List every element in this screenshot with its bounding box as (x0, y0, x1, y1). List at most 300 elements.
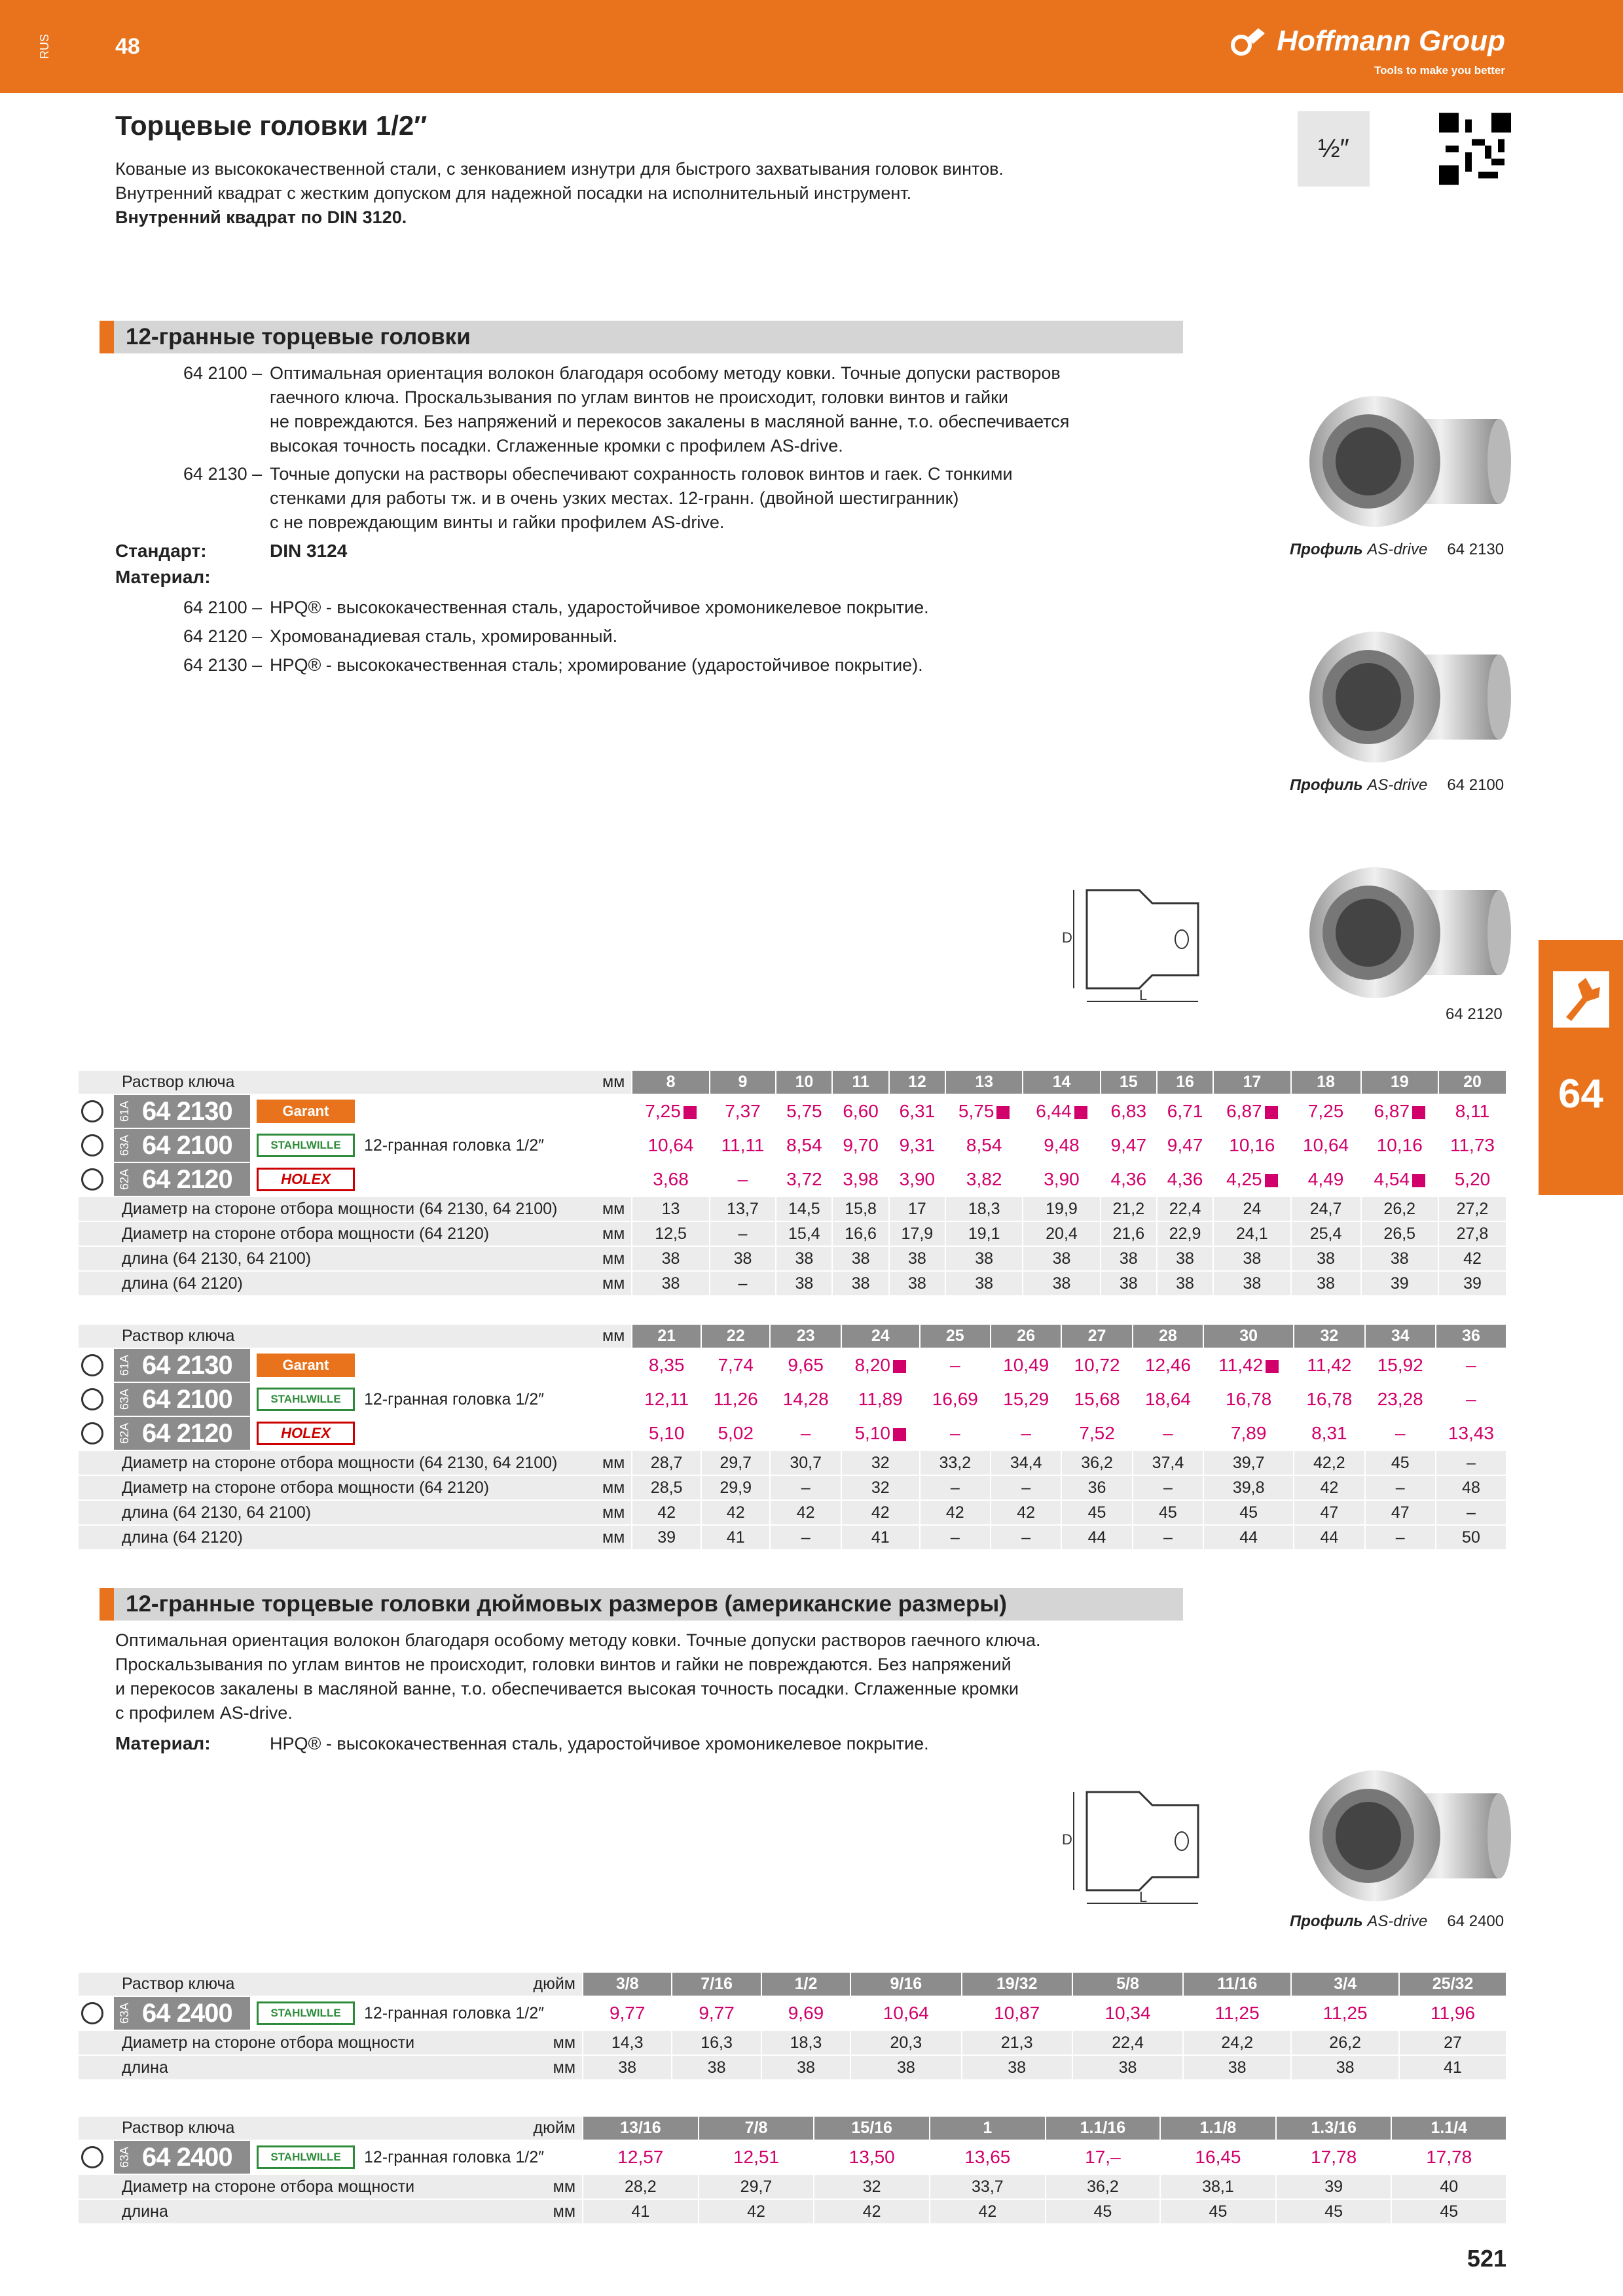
section-title: 12-гранные торцевые головки дюймовых размеров (американские размеры) (126, 1591, 1007, 1617)
price-cell[interactable]: 5,75 (945, 1094, 1023, 1128)
size-cell: 13/16 (583, 2117, 699, 2140)
select-radio[interactable] (81, 1422, 103, 1444)
unit: мм (511, 2055, 583, 2080)
unit: мм (560, 1221, 632, 1246)
stock-marker-icon (1074, 1106, 1087, 1119)
stock-marker-icon (684, 1106, 697, 1119)
dimension-cell: – (1436, 1500, 1506, 1525)
select-radio[interactable] (81, 1354, 103, 1376)
price-cell[interactable]: 23,28 (1365, 1382, 1436, 1416)
price-cell[interactable]: 3,90 (889, 1162, 945, 1196)
product-description: 12-гранная головка 1/2″ (364, 1136, 544, 1155)
table-header-row (79, 2117, 1506, 2140)
price-cell[interactable]: 10,64 (850, 1996, 961, 2030)
price-cell[interactable]: 11,26 (701, 1382, 771, 1416)
price-cell[interactable]: 9,31 (889, 1128, 945, 1162)
dimension-cell: 24,2 (1183, 2030, 1291, 2055)
language-code: RUS (38, 34, 51, 60)
article-number: 61A 64 2130 (113, 1349, 250, 1382)
price-cell[interactable]: 12,57 (583, 2140, 699, 2174)
dimension-cell: 19,9 (1023, 1196, 1100, 1221)
price-cell[interactable]: 3,72 (776, 1162, 832, 1196)
dimension-cell: 38 (1072, 2055, 1183, 2080)
price-cell[interactable]: 5,20 (1438, 1162, 1506, 1196)
dimension-cell: 38 (1157, 1271, 1213, 1296)
stock-marker-icon (996, 1106, 1010, 1119)
price-cell[interactable]: 8,35 (632, 1348, 701, 1382)
price-cell[interactable]: 7,74 (701, 1348, 771, 1382)
socket-64-2100-image (1303, 628, 1512, 772)
price-cell[interactable]: 13,43 (1436, 1416, 1506, 1450)
price-cell[interactable]: 11,25 (1183, 1996, 1291, 2030)
dimension-cell: 38 (1291, 1271, 1361, 1296)
dimension-cell: – (991, 1525, 1061, 1550)
price-cell[interactable]: 9,70 (832, 1128, 888, 1162)
price-cell[interactable]: 6,71 (1157, 1094, 1213, 1128)
price-cell[interactable]: 11,11 (710, 1128, 776, 1162)
dimension-cell: 39 (1438, 1271, 1506, 1296)
qr-code-icon[interactable] (1439, 111, 1511, 187)
dimension-cell: 21,6 (1101, 1221, 1157, 1246)
socket-dimension-drawing-inch (1054, 1779, 1250, 1910)
product-row (79, 1162, 1506, 1196)
dimension-cell: 32 (841, 1450, 920, 1475)
price-cell[interactable]: 10,72 (1061, 1348, 1132, 1382)
intro-line: Внутренний квадрат с жестким допуском для надежной посадки на исполнительный инструмент. (115, 183, 912, 203)
size-cell: 1.1/4 (1391, 2117, 1506, 2140)
size-cell: 19 (1361, 1071, 1438, 1094)
dimension-cell: 38 (776, 1246, 832, 1271)
dimension-cell: – (710, 1271, 776, 1296)
table-header-row (79, 1325, 1506, 1348)
dimension-cell: 39 (632, 1525, 701, 1550)
brand-tagline: Tools to make you better (1374, 64, 1505, 77)
price-cell[interactable]: 9,77 (583, 1996, 672, 2030)
select-radio[interactable] (81, 2146, 103, 2168)
key-size-label: Раствор ключа (79, 1325, 560, 1348)
table-header-row (79, 1071, 1506, 1094)
dimension-cell: 38 (1213, 1271, 1290, 1296)
dimension-cell: 38 (945, 1246, 1023, 1271)
size-cell: 7/8 (699, 2117, 814, 2140)
price-cell[interactable]: 12,11 (632, 1382, 701, 1416)
section-header-inch (100, 1588, 1183, 1621)
dimension-cell: 37,4 (1133, 1450, 1203, 1475)
stock-marker-icon (1412, 1174, 1425, 1187)
price-cell[interactable]: 11,42 (1294, 1348, 1364, 1382)
dimension-cell: 45 (1276, 2199, 1392, 2224)
price-cell[interactable]: 5,75 (776, 1094, 832, 1128)
size-cell: 21 (632, 1325, 701, 1348)
key-size-label: Раствор ключа (79, 2117, 511, 2140)
price-cell[interactable]: 4,36 (1157, 1162, 1213, 1196)
product-description: 12-гранная головка 1/2″ (364, 1390, 544, 1408)
price-cell[interactable]: 12,46 (1133, 1348, 1203, 1382)
size-cell: 18 (1291, 1071, 1361, 1094)
dimension-cell: 28,2 (583, 2174, 699, 2199)
dimension-row (79, 1525, 1506, 1550)
stock-marker-icon (1265, 1106, 1278, 1119)
dimension-cell: 42 (841, 1500, 920, 1525)
size-cell: 1.3/16 (1276, 2117, 1392, 2140)
price-cell[interactable]: 17,78 (1391, 2140, 1506, 2174)
dimension-cell: 15,8 (832, 1196, 888, 1221)
stock-marker-icon (893, 1360, 906, 1373)
unit: мм (560, 1325, 632, 1348)
dimension-cell: 42 (1294, 1475, 1364, 1500)
dimension-cell: 27,8 (1438, 1221, 1506, 1246)
dimension-cell: 14,5 (776, 1196, 832, 1221)
price-cell[interactable]: 15,92 (1365, 1348, 1436, 1382)
dimension-cell: 38 (1101, 1271, 1157, 1296)
dimension-cell: 34,4 (991, 1450, 1061, 1475)
price-cell[interactable]: 6,31 (889, 1094, 945, 1128)
product-description: 12-гранная головка 1/2″ (364, 2003, 544, 2022)
size-table-inch-2 (79, 2117, 1506, 2225)
dimension-cell: – (1436, 1450, 1506, 1475)
brand-logo: STAHLWILLE (257, 2145, 355, 2169)
price-cell[interactable]: 9,47 (1157, 1128, 1213, 1162)
dimension-cell: – (920, 1475, 991, 1500)
price-cell[interactable]: 11,73 (1438, 1128, 1506, 1162)
price-cell[interactable]: 9,47 (1101, 1128, 1157, 1162)
price-cell[interactable]: 4,25 (1213, 1162, 1290, 1196)
price-cell[interactable]: 17,– (1046, 2140, 1160, 2174)
dimension-cell: 32 (841, 1475, 920, 1500)
size-cell: 7/16 (672, 1973, 761, 1996)
material-text: HPQ® - высококачественная сталь, ударостойчивое хромоникелевое покрытие. (270, 598, 929, 617)
stock-marker-icon (893, 1428, 906, 1441)
price-cell[interactable]: 9,69 (761, 1996, 850, 2030)
material-text: Хромованадиевая сталь, хромированный. (270, 626, 618, 646)
select-radio[interactable] (81, 1134, 103, 1157)
price-cell[interactable]: 11,96 (1399, 1996, 1506, 2030)
dimension-cell: 17,9 (889, 1221, 945, 1246)
price-cell[interactable]: 8,54 (945, 1128, 1023, 1162)
dimension-cell: 22,4 (1157, 1196, 1213, 1221)
size-cell: 9 (710, 1071, 776, 1094)
price-cell[interactable]: 5,02 (701, 1416, 771, 1450)
price-cell[interactable]: 6,44 (1023, 1094, 1100, 1128)
dimension-cell: 44 (1061, 1525, 1132, 1550)
price-cell[interactable]: 3,82 (945, 1162, 1023, 1196)
dimension-row (79, 1475, 1506, 1500)
price-cell[interactable]: 6,83 (1101, 1094, 1157, 1128)
size-cell: 11 (832, 1071, 888, 1094)
dimension-cell: 42 (920, 1500, 991, 1525)
unit: мм (560, 1475, 632, 1500)
price-cell[interactable]: 3,68 (632, 1162, 709, 1196)
price-cell[interactable]: 6,87 (1213, 1094, 1290, 1128)
article-number: 63A 64 2400 (113, 2141, 250, 2174)
price-cell[interactable]: 5,10 (632, 1416, 701, 1450)
dimension-cell: 39,7 (1203, 1450, 1294, 1475)
price-cell[interactable]: 11,89 (841, 1382, 920, 1416)
dimension-cell: 38 (1023, 1271, 1100, 1296)
price-cell[interactable]: 6,87 (1361, 1094, 1438, 1128)
price-cell[interactable]: 11,42 (1203, 1348, 1294, 1382)
dimension-cell: 42 (632, 1500, 701, 1525)
price-cell[interactable]: – (1133, 1416, 1203, 1450)
dimension-cell: 38 (1213, 1246, 1290, 1271)
price-cell[interactable]: 13,50 (814, 2140, 930, 2174)
dimension-cell: 42 (770, 1500, 841, 1525)
dimension-cell: 45 (1203, 1500, 1294, 1525)
dimension-cell: 38 (583, 2055, 672, 2080)
dimension-label: длина (64 2120) (79, 1271, 560, 1296)
article-number: 62A 64 2120 (113, 1163, 250, 1196)
price-cell[interactable]: 4,49 (1291, 1162, 1361, 1196)
article-number: 63A 64 2100 (113, 1129, 250, 1162)
dimension-row (79, 2199, 1506, 2224)
socket-64-2400-image (1303, 1767, 1512, 1911)
dimension-cell: 21,2 (1101, 1196, 1157, 1221)
price-cell[interactable]: – (710, 1162, 776, 1196)
svg-text:L: L (1139, 987, 1148, 1003)
dimension-label: Диаметр на стороне отбора мощности (64 2120) (79, 1221, 560, 1246)
dimension-row (79, 2055, 1506, 2080)
price-cell[interactable]: 18,64 (1133, 1382, 1203, 1416)
size-cell: 1.1/8 (1160, 2117, 1276, 2140)
size-cell: 20 (1438, 1071, 1506, 1094)
price-cell[interactable]: 15,68 (1061, 1382, 1132, 1416)
dimension-cell: 39,8 (1203, 1475, 1294, 1500)
dimension-cell: 20,4 (1023, 1221, 1100, 1246)
unit: мм (560, 1450, 632, 1475)
price-cell[interactable]: 16,45 (1160, 2140, 1276, 2174)
material-text: HPQ® - высококачественная сталь; хромирование (ударостойчивое покрытие). (270, 655, 923, 675)
standard-label: Стандарт: (115, 541, 207, 561)
price-cell[interactable]: 10,49 (991, 1348, 1061, 1382)
intro-line: Кованые из высококачественной стали, с зенкованием изнутри для быстрого захватывания головок винтов. (115, 159, 1004, 179)
dimension-cell: 26,5 (1361, 1221, 1438, 1246)
price-cell[interactable]: 10,16 (1361, 1128, 1438, 1162)
dimension-cell: 30,7 (770, 1450, 841, 1475)
price-cell[interactable]: 10,64 (1291, 1128, 1361, 1162)
dimension-cell: 38 (672, 2055, 761, 2080)
dimension-cell: 48 (1436, 1475, 1506, 1500)
dimension-cell: 38 (1183, 2055, 1291, 2080)
dimension-cell: 38 (1361, 1246, 1438, 1271)
price-cell[interactable]: – (770, 1416, 841, 1450)
dimension-label: длина (79, 2055, 511, 2080)
unit: мм (560, 1525, 632, 1550)
socket-dimension-drawing (1054, 877, 1250, 1008)
price-cell[interactable]: 16,78 (1294, 1382, 1364, 1416)
select-radio[interactable] (81, 1388, 103, 1410)
price-cell[interactable]: – (920, 1348, 991, 1382)
price-cell[interactable]: 7,37 (710, 1094, 776, 1128)
dimension-row (79, 1500, 1506, 1525)
price-cell[interactable]: 11,25 (1291, 1996, 1399, 2030)
dimension-cell: 38 (945, 1271, 1023, 1296)
price-cell[interactable]: 14,28 (770, 1382, 841, 1416)
unit: мм (511, 2174, 583, 2199)
price-cell[interactable]: 9,77 (672, 1996, 761, 2030)
dimension-cell: 32 (814, 2174, 930, 2199)
price-cell[interactable]: – (991, 1416, 1061, 1450)
dimension-row (79, 1246, 1506, 1271)
dimension-row (79, 1271, 1506, 1296)
stock-marker-icon (1412, 1106, 1425, 1119)
product-row (79, 1128, 1506, 1162)
art-ref: 64 2100 – (183, 363, 263, 383)
price-cell[interactable]: 9,48 (1023, 1128, 1100, 1162)
brand-logo: HOLEX (257, 1168, 355, 1191)
price-cell[interactable]: 8,54 (776, 1128, 832, 1162)
price-cell[interactable]: 7,52 (1061, 1416, 1132, 1450)
size-cell: 15 (1101, 1071, 1157, 1094)
size-cell: 23 (770, 1325, 841, 1348)
size-cell: 16 (1157, 1071, 1213, 1094)
size-cell: 8 (632, 1071, 709, 1094)
dimension-cell: 44 (1203, 1525, 1294, 1550)
price-cell[interactable]: 10,34 (1072, 1996, 1183, 2030)
dimension-cell: 27,2 (1438, 1196, 1506, 1221)
dimension-cell: 38 (761, 2055, 850, 2080)
size-cell: 15/16 (814, 2117, 930, 2140)
price-cell[interactable]: 5,10 (841, 1416, 920, 1450)
price-cell[interactable]: 4,54 (1361, 1162, 1438, 1196)
size-cell: 1.1/16 (1046, 2117, 1160, 2140)
select-radio[interactable] (81, 2002, 103, 2024)
brand-logo: HOLEX (257, 1422, 355, 1445)
dimension-cell: – (991, 1475, 1061, 1500)
size-cell: 10 (776, 1071, 832, 1094)
unit: мм (511, 2199, 583, 2224)
caption-64-2130: Профиль AS-drive 64 2130 (1290, 541, 1504, 558)
select-radio[interactable] (81, 1168, 103, 1191)
section-tab-64[interactable] (1539, 940, 1623, 1195)
dimension-cell: 38,1 (1160, 2174, 1276, 2199)
price-cell[interactable]: 15,29 (991, 1382, 1061, 1416)
brand-logo (1231, 25, 1505, 58)
price-cell[interactable]: 7,25 (1291, 1094, 1361, 1128)
price-cell[interactable]: 10,64 (632, 1128, 709, 1162)
art-ref: 64 2130 – (183, 464, 263, 484)
price-cell[interactable]: 8,11 (1438, 1094, 1506, 1128)
price-cell[interactable]: – (1436, 1348, 1506, 1382)
dimension-cell: 38 (1157, 1246, 1213, 1271)
select-radio[interactable] (81, 1100, 103, 1122)
dimension-row (79, 1196, 1506, 1221)
key-size-label: Раствор ключа (79, 1973, 511, 1996)
price-cell[interactable]: – (920, 1416, 991, 1450)
price-cell[interactable]: 7,25 (632, 1094, 709, 1128)
dimension-cell: 38 (889, 1271, 945, 1296)
dimension-cell: 38 (832, 1271, 888, 1296)
wrench-icon (1553, 971, 1609, 1028)
dimension-cell: 38 (832, 1246, 888, 1271)
material-label: Материал: (115, 1733, 211, 1753)
dimension-row (79, 1221, 1506, 1246)
intro-text (115, 157, 1163, 230)
price-cell[interactable]: 16,69 (920, 1382, 991, 1416)
price-cell[interactable]: – (1365, 1416, 1436, 1450)
dimension-cell: 38 (1291, 1246, 1361, 1271)
dimension-cell: 22,9 (1157, 1221, 1213, 1246)
price-cell[interactable]: 3,90 (1023, 1162, 1100, 1196)
dimension-cell: 28,7 (632, 1450, 701, 1475)
size-cell: 12 (889, 1071, 945, 1094)
price-cell[interactable]: 10,87 (962, 1996, 1072, 2030)
dimension-cell: 16,3 (672, 2030, 761, 2055)
price-cell[interactable]: 3,98 (832, 1162, 888, 1196)
dimension-cell: 41 (701, 1525, 771, 1550)
price-cell[interactable]: 8,20 (841, 1348, 920, 1382)
dimension-row (79, 2174, 1506, 2199)
art-ref: 64 2100 – (183, 598, 263, 617)
dimension-cell: 45 (1365, 1450, 1436, 1475)
price-cell[interactable]: 8,31 (1294, 1416, 1364, 1450)
price-cell[interactable]: 10,16 (1213, 1128, 1290, 1162)
dimension-cell: 38 (632, 1271, 709, 1296)
price-cell[interactable]: 6,60 (832, 1094, 888, 1128)
socket-64-2130-image (1303, 393, 1512, 537)
size-table-metric-2 (79, 1325, 1506, 1551)
unit: мм (560, 1196, 632, 1221)
unit: дюйм (511, 2117, 583, 2140)
size-cell: 25/32 (1399, 1973, 1506, 1996)
dimension-cell: 47 (1294, 1500, 1364, 1525)
price-cell[interactable]: 4,36 (1101, 1162, 1157, 1196)
product-row (79, 1382, 1506, 1416)
dimension-cell: 16,6 (832, 1221, 888, 1246)
price-cell[interactable]: 9,65 (770, 1348, 841, 1382)
dimension-cell: 42 (699, 2199, 814, 2224)
unit: мм (560, 1271, 632, 1296)
caption-64-2400: Профиль AS-drive 64 2400 (1290, 1912, 1504, 1930)
dimension-cell: 38 (1291, 2055, 1399, 2080)
price-cell[interactable]: 12,51 (699, 2140, 814, 2174)
dimension-cell: 21,3 (962, 2030, 1072, 2055)
dimension-cell: 33,7 (930, 2174, 1046, 2199)
price-cell[interactable]: 13,65 (930, 2140, 1046, 2174)
dimension-cell: 27 (1399, 2030, 1506, 2055)
dimension-cell: 38 (850, 2055, 961, 2080)
unit: мм (511, 2030, 583, 2055)
hoffmann-logo-icon (1231, 26, 1269, 57)
product-row (79, 1348, 1506, 1382)
dimension-cell: 41 (1399, 2055, 1506, 2080)
dimension-cell: 40 (1391, 2174, 1506, 2199)
dimension-cell: – (1133, 1525, 1203, 1550)
dimension-cell: 14,3 (583, 2030, 672, 2055)
size-cell: 3/8 (583, 1973, 672, 1996)
top-bar (0, 0, 1623, 93)
brand-logo: STAHLWILLE (257, 2001, 355, 2025)
dimension-cell: 17 (889, 1196, 945, 1221)
price-cell[interactable]: 17,78 (1276, 2140, 1392, 2174)
footer-page-number: 521 (1467, 2245, 1506, 2272)
price-cell[interactable]: 7,89 (1203, 1416, 1294, 1450)
price-cell[interactable]: 16,78 (1203, 1382, 1294, 1416)
dimension-row (79, 1450, 1506, 1475)
dimension-cell: 24,7 (1291, 1196, 1361, 1221)
price-cell[interactable]: – (1436, 1382, 1506, 1416)
size-cell: 9/16 (850, 1973, 961, 1996)
dimension-cell: 22,4 (1072, 2030, 1183, 2055)
dimension-cell: 19,1 (945, 1221, 1023, 1246)
article-number: 62A 64 2120 (113, 1417, 250, 1450)
article-number: 63A 64 2400 (113, 1997, 250, 2030)
size-cell: 22 (701, 1325, 771, 1348)
size-cell: 28 (1133, 1325, 1203, 1348)
dimension-cell: 28,5 (632, 1475, 701, 1500)
dimension-cell: 39 (1276, 2174, 1392, 2199)
unit: мм (560, 1500, 632, 1525)
svg-text:D: D (1062, 1831, 1072, 1848)
